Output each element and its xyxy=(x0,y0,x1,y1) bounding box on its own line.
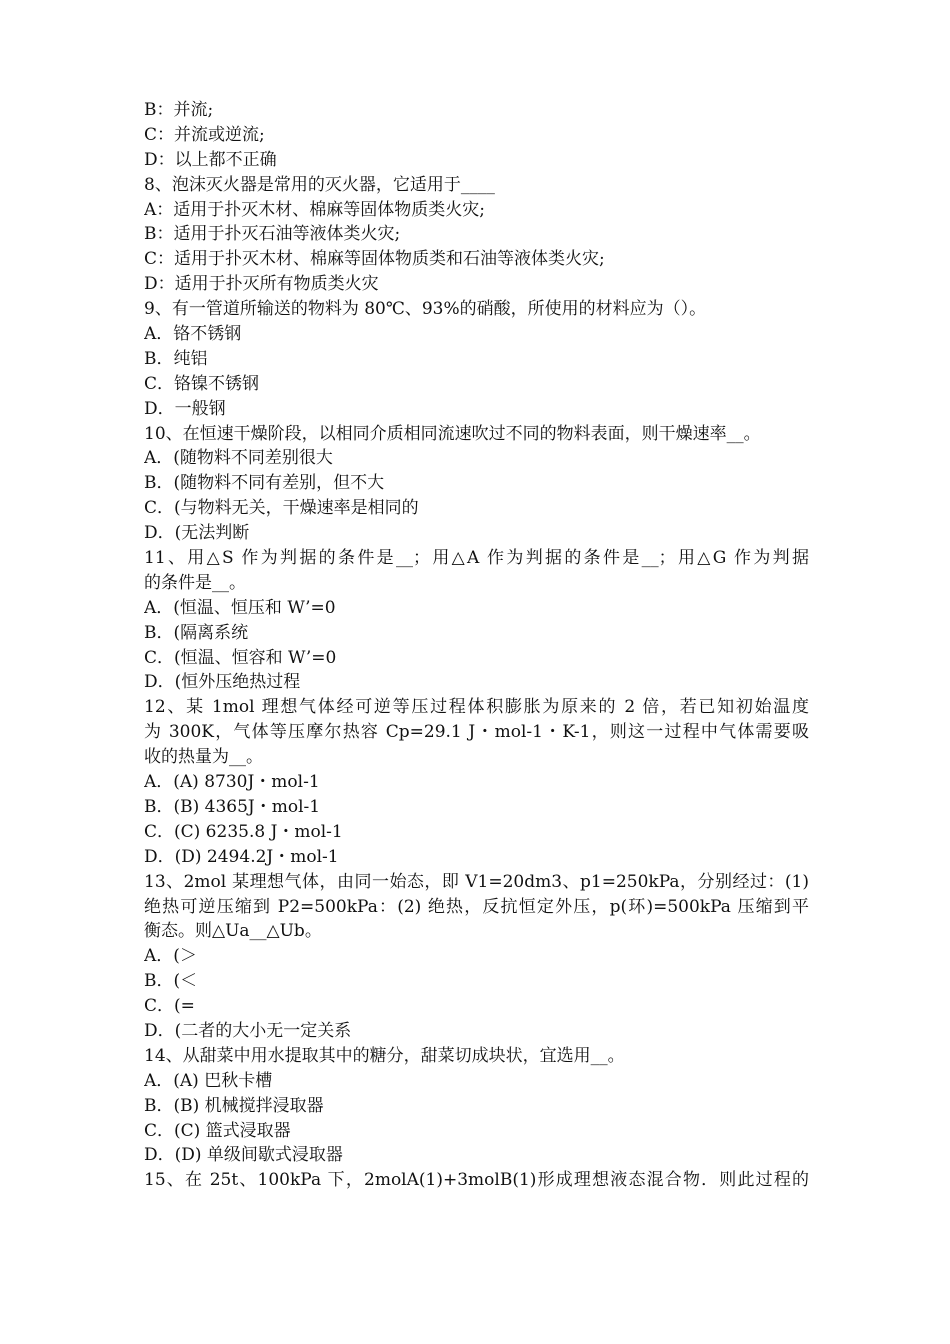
option-line: D．(无法判断 xyxy=(144,523,250,544)
question-line: 8、泡沫灭火器是常用的灭火器，它适用于____ xyxy=(144,174,495,195)
option-line: D：适用于扑灭所有物质类火灾 xyxy=(144,274,379,295)
option-line: D．(恒外压绝热过程 xyxy=(144,672,301,693)
question-line: 绝热可逆压缩到 P2=500kPa：(2) 绝热，反抗恒定外压，p(环)=500kPa 压缩到平 xyxy=(144,896,809,917)
question-line: 的条件是__。 xyxy=(144,572,246,593)
option-line: D．(D) 2494.2J・mol-1 xyxy=(144,846,339,867)
option-line: C．(恒温、恒容和 W’=0 xyxy=(144,647,337,668)
question-line: 为 300K，气体等压摩尔热容 Cp=29.1 J・mol-1・K-1，则这一过程中气体需要吸 xyxy=(144,722,809,743)
question-line: 衡态。则△Ua__△Ub。 xyxy=(144,921,322,942)
option-line: D．一般钢 xyxy=(144,398,226,419)
option-line: B．(B) 机械搅拌浸取器 xyxy=(144,1095,324,1116)
option-line: D：以上都不正确 xyxy=(144,149,277,170)
option-line: B：并流; xyxy=(144,100,214,120)
option-line: C：适用于扑灭木材、棉麻等固体物质类和石油等液体类火灾; xyxy=(144,249,605,270)
question-line: 9、有一管道所输送的物料为 80℃、93%的硝酸，所使用的材料应为（）。 xyxy=(144,299,707,320)
option-line: B．(随物料不同有差别，但不大 xyxy=(144,473,385,494)
question-line: 14、从甜菜中用水提取其中的糖分，甜菜切成块状，宜选用__。 xyxy=(144,1045,625,1066)
option-line: B：适用于扑灭石油等液体类火灾; xyxy=(144,224,401,245)
option-line: D．(D) 单级间歇式浸取器 xyxy=(144,1145,343,1166)
question-line: 收的热量为__。 xyxy=(144,747,263,768)
question-line: 11、用△S 作为判据的条件是__；用△A 作为判据的条件是__；用△G 作为判据 xyxy=(144,548,809,569)
question-line: 13、2mol 某理想气体，由同一始态，即 V1=20dm3、p1=250kPa，分别经过：(1) xyxy=(144,871,809,892)
option-line: B．(隔离系统 xyxy=(144,622,249,643)
option-line: C．铬镍不锈钢 xyxy=(144,373,260,394)
option-line: C．(= xyxy=(144,996,195,1017)
option-line: A：适用于扑灭木材、棉麻等固体物质类火灾; xyxy=(144,199,486,220)
option-line: B．(B) 4365J・mol-1 xyxy=(144,796,321,817)
option-line: A．(A) 8730J・mol-1 xyxy=(144,772,320,793)
option-line: C．(C) 篮式浸取器 xyxy=(144,1120,291,1141)
option-line: A．(恒温、恒压和 W’=0 xyxy=(144,597,336,618)
option-line: A．(A) 巴秋卡槽 xyxy=(144,1070,273,1091)
option-line: C：并流或逆流; xyxy=(144,124,265,145)
option-line: C．(与物料无关，干燥速率是相同的 xyxy=(144,498,419,519)
option-line: A．(随物料不同差别很大 xyxy=(144,448,333,469)
option-line: D．(二者的大小无一定关系 xyxy=(144,1020,352,1041)
question-line: 12、某 1mol 理想气体经可逆等压过程体积膨胀为原来的 2 倍，若已知初始温度 xyxy=(144,697,809,718)
option-line: C．(C) 6235.8 J・mol-1 xyxy=(144,821,343,842)
option-line: A．铬不锈钢 xyxy=(144,324,242,345)
option-line: B．(＜ xyxy=(144,971,198,992)
question-line: 10、在恒速干燥阶段，以相同介质相同流速吹过不同的物料表面，则干燥速率__。 xyxy=(144,423,761,444)
question-line: 15、在 25t、100kPa 下，2molA(1)+3molB(1)形成理想液态混合物．则此过程的 xyxy=(144,1170,809,1191)
document-body xyxy=(144,98,809,1193)
option-line: B．纯铝 xyxy=(144,348,208,369)
option-line: A．(＞ xyxy=(144,946,197,967)
